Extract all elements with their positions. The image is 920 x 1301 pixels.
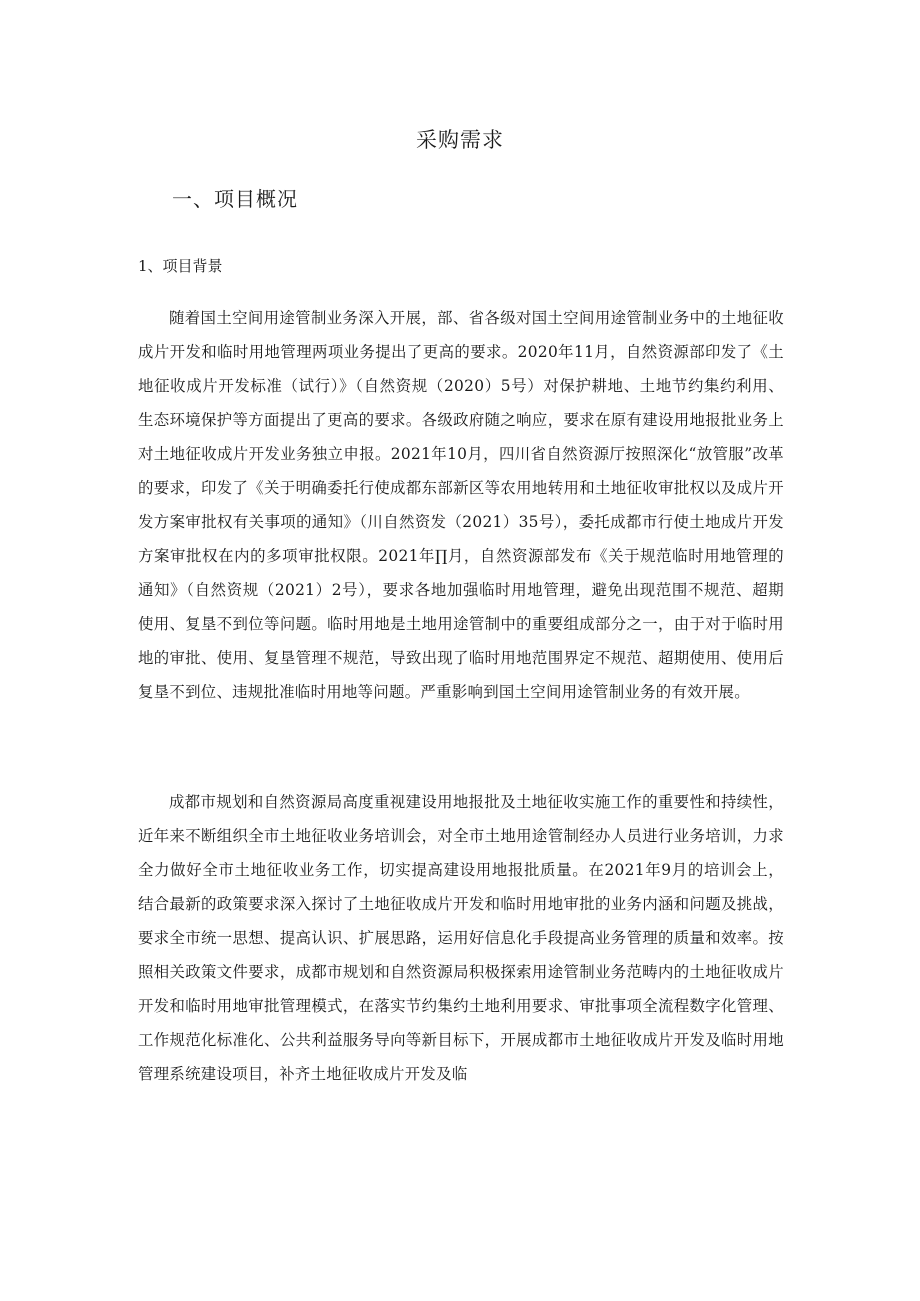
- sub-heading: 1、项目背景: [138, 257, 223, 275]
- section-heading: 一、项目概况: [172, 187, 298, 211]
- paragraph-background: 随着国土空间用途管制业务深入开展，部、省各级对国土空间用途管制业务中的土地征收成片开发和临时用地管理两项业务提出了更高的要求。2020年11月，自然资源部印发了《土地征收成片开发标准（试行）》（自然资规（2020）5号）对保护耕地、土地节约集约利用、生态环境保护等方面提出了更高的要求。各级政府随之响应，要求在原有建设用地报批业务上对土地征收成片开发业务独立申报。2021年10月，四川省自然资源厅按照深化“放管服”改革的要求，印发了《关于明确委托行使成都东部新区等农用地转用和土地征收审批权以及成片开发方案审批权有关事项的通知》（川自然资发（2021）35号），委托成都市行使土地成片开发方案审批权在内的多项审批权限。2021年∏月，自然资源部发布《关于规范临时用地管理的通知》（自然资规（2021）2号），要求各地加强临时用地管理，避免出现范围不规范、超期使用、复垦不到位等问题。临时用地是土地用途管制中的重要组成部分之一，由于对于临时用地的审批、使用、复垦管理不规范，导致出现了临时用地范围界定不规范、超期使用、使用后复垦不到位、违规批准临时用地等问题。严重影响到国土空间用途管制业务的有效开展。: [138, 309, 784, 701]
- paragraph-bureau: 成都市规划和自然资源局高度重视建设用地报批及土地征收实施工作的重要性和持续性，近年来不断组织全市土地征收业务培训会，对全市土地用途管制经办人员进行业务培训，力求全力做好全市土地征收业务工作，切实提高建设用地报批质量。在2021年9月的培训会上，结合最新的政策要求深入探讨了土地征收成片开发和临时用地审批的业务内涵和问题及挑战，要求全市统一思想、提高认识、扩展思路，运用好信息化手段提高业务管理的质量和效率。按照相关政策文件要求，成都市规划和自然资源局积极探索用途管制业务范畴内的土地征收成片开发和临时用地审批管理模式，在落实节约集约土地利用要求、审批事项全流程数字化管理、工作规范化标准化、公共利益服务导向等新目标下，开展成都市土地征收成片开发及临时用地管理系统建设项目，补齐土地征收成片开发及临: [138, 793, 784, 1083]
- page-title: 采购需求: [416, 128, 504, 152]
